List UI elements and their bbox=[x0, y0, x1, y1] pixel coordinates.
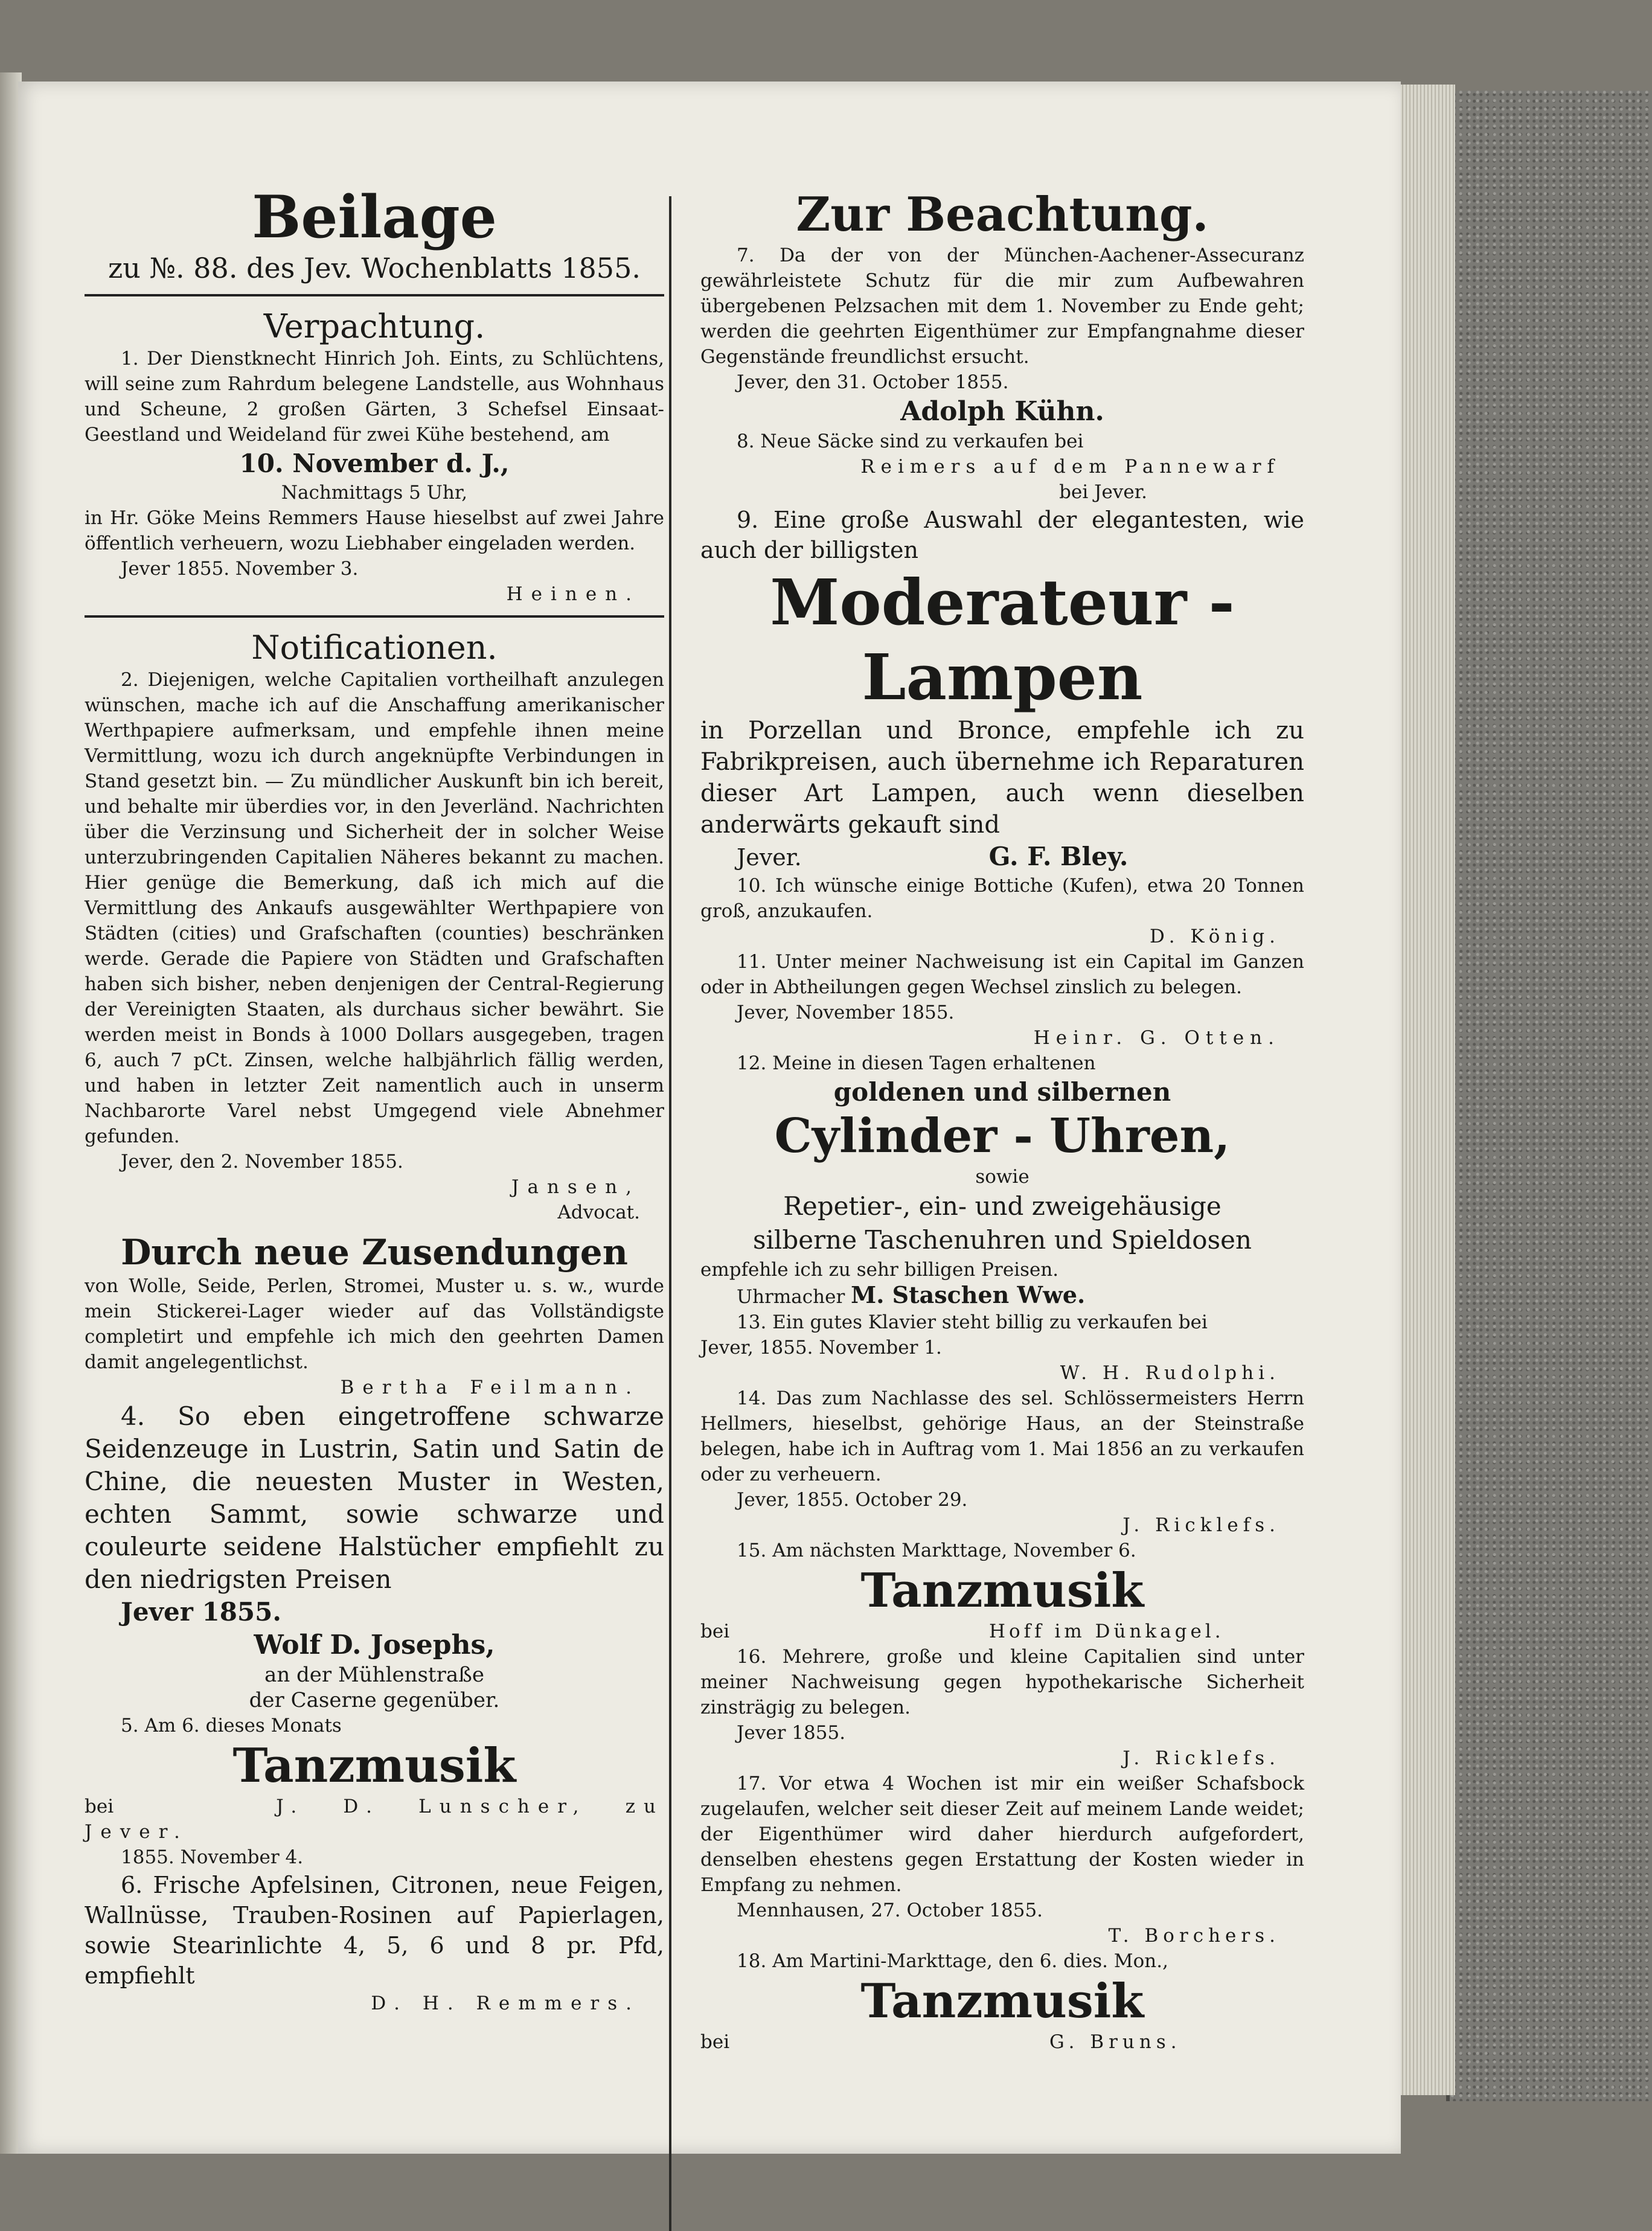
notice-7 bbox=[700, 243, 1304, 429]
notice-11 bbox=[700, 949, 1304, 1051]
remmers-notice bbox=[85, 1870, 664, 2016]
lease-date: 10. November d. J., bbox=[239, 449, 510, 478]
lease-body-2: in Hr. Göke Meins Remmers Hause hieselbst auf zwei Jahre öffentlich verheuern, wozu Liebhaber eingeladen werden. bbox=[85, 507, 664, 554]
notice-17-dateline: Mennhausen, 27. October 1855. bbox=[737, 1900, 1043, 1921]
lease-body: 1. Der Dienstknecht Hinrich Joh. Eints, zu Schlüchtens, will seine zum Rahrdum belegene Landstelle, aus Wohnhaus und Scheune, 2 großen Gärten, 3 Schefsel Einsaat-Geestland und Weideland für zwei Kühe bestehend, am bbox=[85, 348, 664, 446]
notice-13-dateline: Jever, 1855. November 1. bbox=[700, 1337, 942, 1359]
notice-9-signature-line bbox=[700, 840, 1304, 873]
notice-17-body: 17. Vor etwa 4 Wochen ist mir ein weißer Schafsbock zugelaufen, welcher seit dieser Zeit auf meinem Lande weidet; der Eigenthümer wird daher hierdurch aufgefordert, denselben ehestens gegen Erstattung der Kosten wieder in Empfang zu nehmen. bbox=[700, 1773, 1304, 1896]
column-divider bbox=[669, 196, 671, 2231]
notice-9-body: in Porzellan und Bronce, empfehle ich zu Fabrikpreisen, auch übernehme ich Reparaturen dieser Art Lampen, auch wenn dieselben anderwärts gekauft sind bbox=[700, 717, 1304, 839]
notice-10-body: 10. Ich wünsche einige Bottiche (Kufen), etwa 20 Tonnen groß, anzukaufen. bbox=[700, 875, 1304, 922]
dance-1-by: bei bbox=[85, 1796, 114, 1817]
notice-13 bbox=[700, 1310, 1304, 1386]
notice-7-body: 7. Da der von der München-Aachener-Assecuranz gewährleistete Schutz für die mir zum Aufbewahren übergebenen Pelzsachen mit dem 1. November zu Ende geht; werden die geehrten Eigenthümer zur Empfangnahme dieser Gegenstände freundlichst ersucht. bbox=[700, 245, 1304, 368]
supplement-title: Beilage bbox=[252, 183, 497, 251]
feilmann-notice bbox=[85, 1231, 664, 1400]
notice-8-body: 8. Neue Säcke sind zu verkaufen bei bbox=[737, 431, 1084, 452]
notice-12-intro: 12. Meine in diesen Tagen erhaltenen bbox=[737, 1052, 1096, 1074]
notice-9 bbox=[700, 505, 1304, 873]
remmers-signature: D. H. Remmers. bbox=[371, 1993, 640, 2014]
notice-13-body: 13. Ein gutes Klavier steht billig zu verkaufen bei bbox=[737, 1311, 1208, 1333]
notice-9-signature: G. F. Bley. bbox=[988, 842, 1129, 871]
notice-11-dateline: Jever, November 1855. bbox=[737, 1002, 955, 1023]
notice-7-signature: Adolph Kühn. bbox=[900, 396, 1104, 427]
notice-12-heading: Cylinder - Uhren, bbox=[774, 1109, 1231, 1164]
notice-16-body: 16. Mehrere, große und kleine Capitalien sind unter meiner Nachweisung gegen hypothekarische Sicherheit zinsträgig zu belegen. bbox=[700, 1646, 1304, 1718]
notice-13-signature: W. H. Rudolphi. bbox=[1060, 1362, 1280, 1384]
dance-1-intro: 5. Am 6. dieses Monats bbox=[121, 1715, 342, 1736]
notice-15-heading: Tanzmusik bbox=[860, 1563, 1144, 1618]
josephs-body: 4. So eben eingetroffene schwarze Seidenzeuge in Lustrin, Satin und Satin de Chine, die neuesten Muster in Westen, echten Sammt, sowie schwarze und couleurte seidene Halstücher empfiehlt zu den niedrigsten Preisen bbox=[85, 1401, 664, 1594]
attention-title: Zur Beachtung. bbox=[796, 187, 1209, 242]
josephs-dateline: Jever 1855. bbox=[121, 1597, 281, 1627]
rule bbox=[85, 615, 664, 618]
notice-12-line-2: Repetier-, ein- und zweigehäusige bbox=[783, 1191, 1221, 1221]
notice-14-signature: J. Ricklefs. bbox=[1122, 1514, 1280, 1536]
notice-16-dateline: Jever 1855. bbox=[737, 1722, 846, 1744]
notice-7-dateline: Jever, den 31. October 1855. bbox=[737, 371, 1009, 393]
notice-12-line-3: silberne Taschenuhren und Spieldosen bbox=[752, 1225, 1252, 1255]
newspaper-page bbox=[18, 82, 1401, 2154]
notice-14-dateline: Jever, 1855. October 29. bbox=[737, 1489, 968, 1511]
notice-16-signature: J. Ricklefs. bbox=[1122, 1747, 1280, 1769]
notice-12-line-1: goldenen und silbernen bbox=[833, 1077, 1171, 1107]
dance-1-host-line bbox=[85, 1794, 664, 1845]
lease-time: Nachmittags 5 Uhr, bbox=[281, 482, 468, 504]
notice-10 bbox=[700, 873, 1304, 949]
left-column bbox=[85, 184, 664, 2016]
notice-18-intro: 18. Am Martini-Markttage, den 6. dies. Mon., bbox=[737, 1950, 1168, 1972]
right-column bbox=[700, 187, 1304, 2055]
notice-8 bbox=[700, 429, 1304, 505]
notice-11-body: 11. Unter meiner Nachweisung ist ein Capital im Ganzen oder in Abtheilungen gegen Wechsel zinslich zu belegen. bbox=[700, 951, 1304, 998]
notice-11-signature: Heinr. G. Otten. bbox=[1033, 1027, 1280, 1049]
notifications bbox=[85, 629, 664, 1225]
dance-1-dateline: 1855. November 4. bbox=[121, 1846, 304, 1868]
feilmann-signature: Bertha Feilmann. bbox=[340, 1377, 640, 1398]
notice-15-by: bei bbox=[700, 1621, 730, 1642]
notice-15-intro: 15. Am nächsten Markttage, November 6. bbox=[737, 1540, 1136, 1561]
notice-17 bbox=[700, 1771, 1304, 1948]
lease-dateline: Jever 1855. November 3. bbox=[121, 558, 359, 580]
feilmann-body: von Wolle, Seide, Perlen, Stromei, Muster u. s. w., wurde mein Stickerei-Lager wieder auf das Vollständigste completirt und empfehle ich mich den geehrten Damen damit angelegentlichst. bbox=[85, 1275, 664, 1373]
notice-12-signature: M. Staschen Wwe. bbox=[851, 1281, 1086, 1308]
notice-12-sowie: sowie bbox=[975, 1166, 1029, 1188]
notice-8-place: bei Jever. bbox=[1059, 481, 1147, 503]
notice-9-place: Jever. bbox=[737, 844, 802, 871]
notice-9-intro: 9. Eine große Auswahl der elegantesten, wie auch der billigsten bbox=[700, 507, 1304, 563]
notice-18-by: bei bbox=[700, 2031, 730, 2053]
notifications-body: 2. Diejenigen, welche Capitalien vortheilhaft anzulegen wünschen, mache ich auf die Anschaffung amerikanischer Werthpapiere aufmerksam, und empfehle ihnen meine Vermittlung, wozu ich durch angeknüpfte Verbindungen in Stand gesetzt bin. — Zu mündlicher Auskunft bin ich bereit, und behalte mir überdies vor, in den Jeverländ. Nachrichten über die Verzinsung und Sicherheit der in solcher Weise unterzubringenden Capitalien Näheres bekannt zu machen. Hier genüge die Bemerkung, daß ich mich auf die Vermittlung des Ankaufs ausgewählter Werthpapiere von Städten (cities) und Grafschaften (counties) beschränken werde. Gerade die Papiere von Städten und Grafschaften haben sich bisher, neben denjenigen der Central-Regierung der Vereinigten Staaten, als durchaus sicher bewährt. Sie werden meist in Bonds à 1000 Dollars ausgegeben, tragen 6, auch 7 pCt. Zinsen, welche halbjährlich fällig werden, und haben in letzter Zeit namentlich auch in unserm Nachbarorte Varel nebst Umgegend viele Abnehmer gefunden. bbox=[85, 669, 664, 1147]
notice-12-line-4: empfehle ich zu sehr billigen Preisen. bbox=[700, 1259, 1059, 1281]
dance-notice-1 bbox=[85, 1713, 664, 1870]
dance-1-host: J. D. Lunscher, zu Jever. bbox=[85, 1796, 664, 1843]
notice-12-signature-prefix: Uhrmacher bbox=[737, 1286, 845, 1308]
notice-18-heading: Tanzmusik bbox=[860, 1974, 1144, 2029]
lease-notice bbox=[85, 307, 664, 607]
notice-15-host: Hoff im Dünkagel. bbox=[988, 1621, 1225, 1642]
notice-14-body: 14. Das zum Nachlasse des sel. Schlössermeisters Herrn Hellmers, hieselbst, gehörige Haus, an der Steinstraße belegen, habe ich in Auftrag vom 1. Mai 1856 an zu verkaufen oder zu verheuern. bbox=[700, 1388, 1304, 1485]
remmers-body: 6. Frische Apfelsinen, Citronen, neue Feigen, Wallnüsse, Trauben-Rosinen auf Papierlagen, sowie Stearinlichte 4, 5, 6 und 8 pr. Pfd, empfiehlt bbox=[85, 1872, 664, 1989]
supplement-subtitle: zu №. 88. des Jev. Wochenblatts 1855. bbox=[108, 252, 641, 284]
book-cover bbox=[1446, 91, 1652, 2101]
notice-14 bbox=[700, 1386, 1304, 1538]
feilmann-heading: Durch neue Zusendungen bbox=[121, 1232, 628, 1273]
notifications-signature: Jansen, bbox=[511, 1176, 640, 1198]
lease-signature: Heinen. bbox=[506, 583, 640, 605]
notice-8-name: Reimers auf dem Pannewarf bbox=[860, 456, 1280, 478]
lease-heading: Verpachtung. bbox=[263, 307, 485, 345]
notice-18-host: G. Bruns. bbox=[1049, 2031, 1182, 2053]
notice-16 bbox=[700, 1644, 1304, 1771]
notice-18 bbox=[700, 1948, 1304, 2055]
notice-17-signature: T. Borchers. bbox=[1108, 1925, 1280, 1947]
notice-18-host-line bbox=[700, 2029, 1304, 2055]
josephs-notice bbox=[85, 1400, 664, 1713]
notice-15 bbox=[700, 1538, 1304, 1644]
notice-10-signature: D. König. bbox=[1149, 926, 1280, 947]
notice-15-host-line bbox=[700, 1619, 1304, 1644]
notifications-signature-title: Advocat. bbox=[557, 1202, 640, 1223]
notice-12 bbox=[700, 1051, 1304, 1310]
josephs-address-1: an der Mühlenstraße bbox=[264, 1663, 484, 1687]
josephs-signature: Wolf D. Josephs, bbox=[254, 1630, 495, 1660]
notice-9-heading: Moderateur - Lampen bbox=[770, 565, 1235, 714]
rule bbox=[85, 294, 664, 296]
notice-12-signature-line bbox=[700, 1282, 1304, 1310]
josephs-address-2: der Caserne gegenüber. bbox=[249, 1688, 500, 1712]
dance-1-heading: Tanzmusik bbox=[232, 1738, 516, 1793]
notifications-heading: Notificationen. bbox=[251, 629, 498, 667]
notifications-dateline: Jever, den 2. November 1855. bbox=[121, 1151, 403, 1173]
